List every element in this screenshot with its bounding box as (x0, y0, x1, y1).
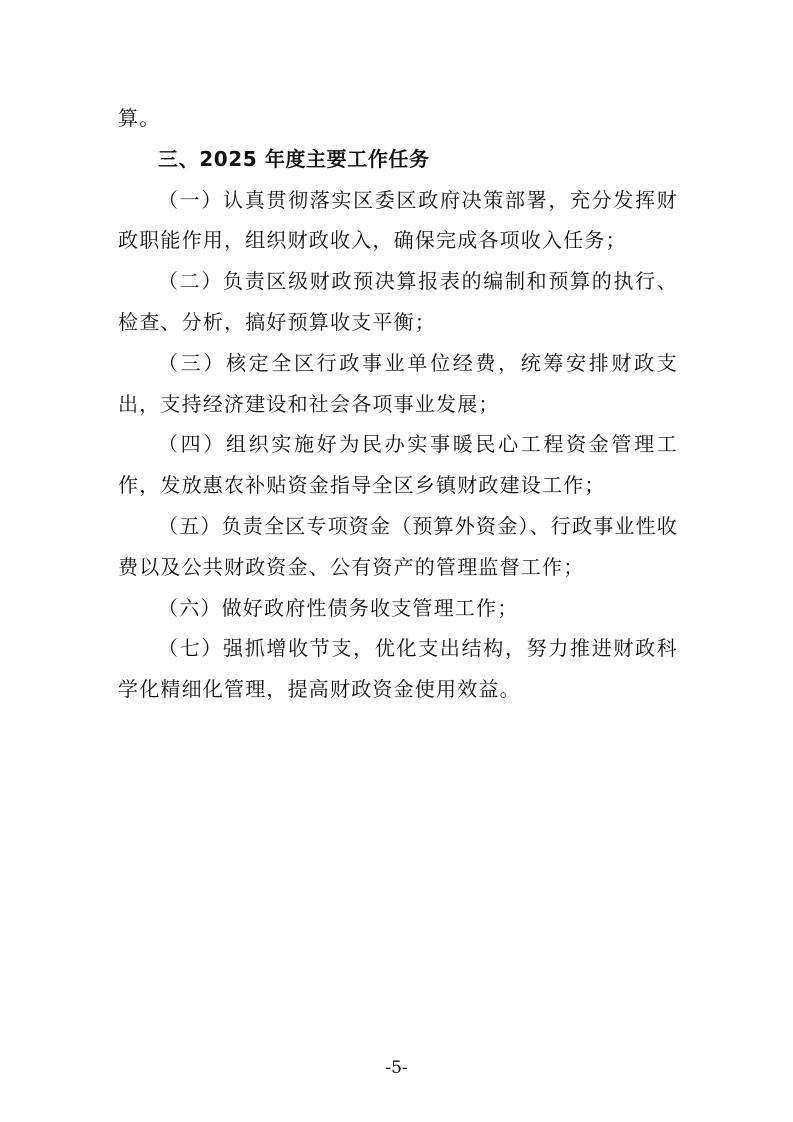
task-item-5: （五）负责全区专项资金（预算外资金）、行政事业性收费以及公共财政资金、公有资产的管理监督工作； (118, 513, 678, 579)
task-item-4: （四）组织实施好为民办实事暖民心工程资金管理工作，发放惠农补贴资金指导全区乡镇财政建设工作； (118, 432, 678, 498)
section-heading: 三、2025 年度主要工作任务 (158, 146, 430, 171)
document-body (118, 98, 678, 710)
task-item-7: （七）强抓增收节支，优化支出结构，努力推进财政科学化精细化管理，提高财政资金使用效益。 (118, 636, 678, 702)
task-item-6: （六）做好政府性债务收支管理工作； (158, 595, 519, 620)
continuation-text: 算。 (118, 106, 161, 130)
task-item-3: （三）核定全区行政事业单位经费，统筹安排财政支出，支持经济建设和社会各项事业发展； (118, 350, 678, 416)
page-number: -5- (385, 1058, 408, 1078)
task-item-2: （二）负责区级财政预决算报表的编制和预算的执行、检查、分析，搞好预算收支平衡； (118, 269, 678, 334)
task-item-1: （一）认真贯彻落实区委区政府决策部署，充分发挥财政职能作用，组织财政收入，确保完成各项收入任务； (118, 187, 678, 253)
